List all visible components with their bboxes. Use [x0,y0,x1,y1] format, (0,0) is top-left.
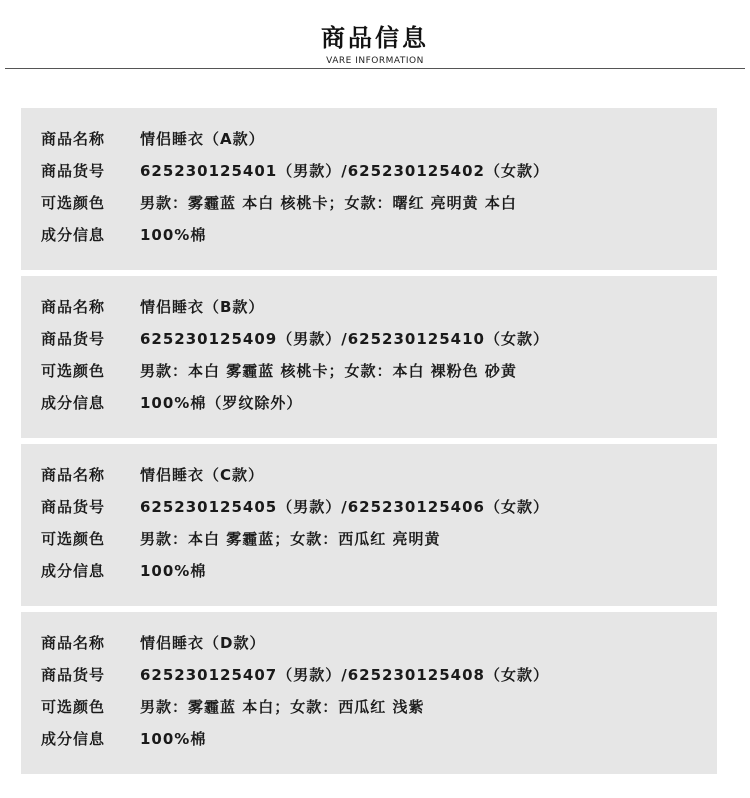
product-material-row [41,723,717,755]
product-colors-label: 可选颜色 [41,194,106,212]
product-colors-label: 可选颜色 [41,530,106,548]
product-material-value: 100%棉（罗纹除外） [140,394,303,412]
product-sku-value: 625230125405（男款）/625230125406（女款） [140,498,549,516]
product-sku-row [41,155,717,187]
product-name-label: 商品名称 [41,130,106,148]
product-sku-label: 商品货号 [41,498,106,516]
product-sku-label: 商品货号 [41,666,106,684]
product-material-value: 100%棉 [140,226,207,244]
product-card-c [21,444,717,606]
product-name-label: 商品名称 [41,466,106,484]
product-colors-row [41,187,717,219]
product-colors-row [41,523,717,555]
product-name-label: 商品名称 [41,634,106,652]
product-name-row [41,627,717,659]
product-colors-row [41,355,717,387]
product-sku-row [41,323,717,355]
product-material-value: 100%棉 [140,730,207,748]
product-colors-label: 可选颜色 [41,362,106,380]
header-divider [5,68,745,69]
product-name-row [41,291,717,323]
product-colors-value: 男款：本白 雾霾蓝；女款：西瓜红 亮明黄 [140,530,441,548]
product-name-value: 情侣睡衣（C款） [140,466,265,484]
product-material-row [41,555,717,587]
section-subtitle: VARE INFORMATION [326,56,424,66]
product-material-value: 100%棉 [140,562,207,580]
product-sku-label: 商品货号 [41,162,106,180]
product-sku-value: 625230125401（男款）/625230125402（女款） [140,162,549,180]
section-header [0,0,750,70]
product-material-row [41,387,717,419]
product-material-label: 成分信息 [41,394,106,412]
product-material-label: 成分信息 [41,226,106,244]
product-material-row [41,219,717,251]
product-info-list [21,108,717,780]
section-title: 商品信息 [321,24,429,52]
product-colors-value: 男款：本白 雾霾蓝 核桃卡；女款：本白 裸粉色 砂黄 [140,362,517,380]
product-name-row [41,123,717,155]
product-name-value: 情侣睡衣（B款） [140,298,265,316]
product-colors-row [41,691,717,723]
product-colors-label: 可选颜色 [41,698,106,716]
product-card-a [21,108,717,270]
product-material-label: 成分信息 [41,730,106,748]
product-sku-label: 商品货号 [41,330,106,348]
product-colors-value: 男款：雾霾蓝 本白 核桃卡；女款：曙红 亮明黄 本白 [140,194,517,212]
product-sku-row [41,659,717,691]
product-material-label: 成分信息 [41,562,106,580]
product-sku-row [41,491,717,523]
product-name-value: 情侣睡衣（D款） [140,634,266,652]
product-card-b [21,276,717,438]
product-sku-value: 625230125407（男款）/625230125408（女款） [140,666,549,684]
product-sku-value: 625230125409（男款）/625230125410（女款） [140,330,549,348]
product-name-label: 商品名称 [41,298,106,316]
product-colors-value: 男款：雾霾蓝 本白；女款：西瓜红 浅紫 [140,698,425,716]
product-name-row [41,459,717,491]
product-name-value: 情侣睡衣（A款） [140,130,265,148]
product-card-d [21,612,717,774]
